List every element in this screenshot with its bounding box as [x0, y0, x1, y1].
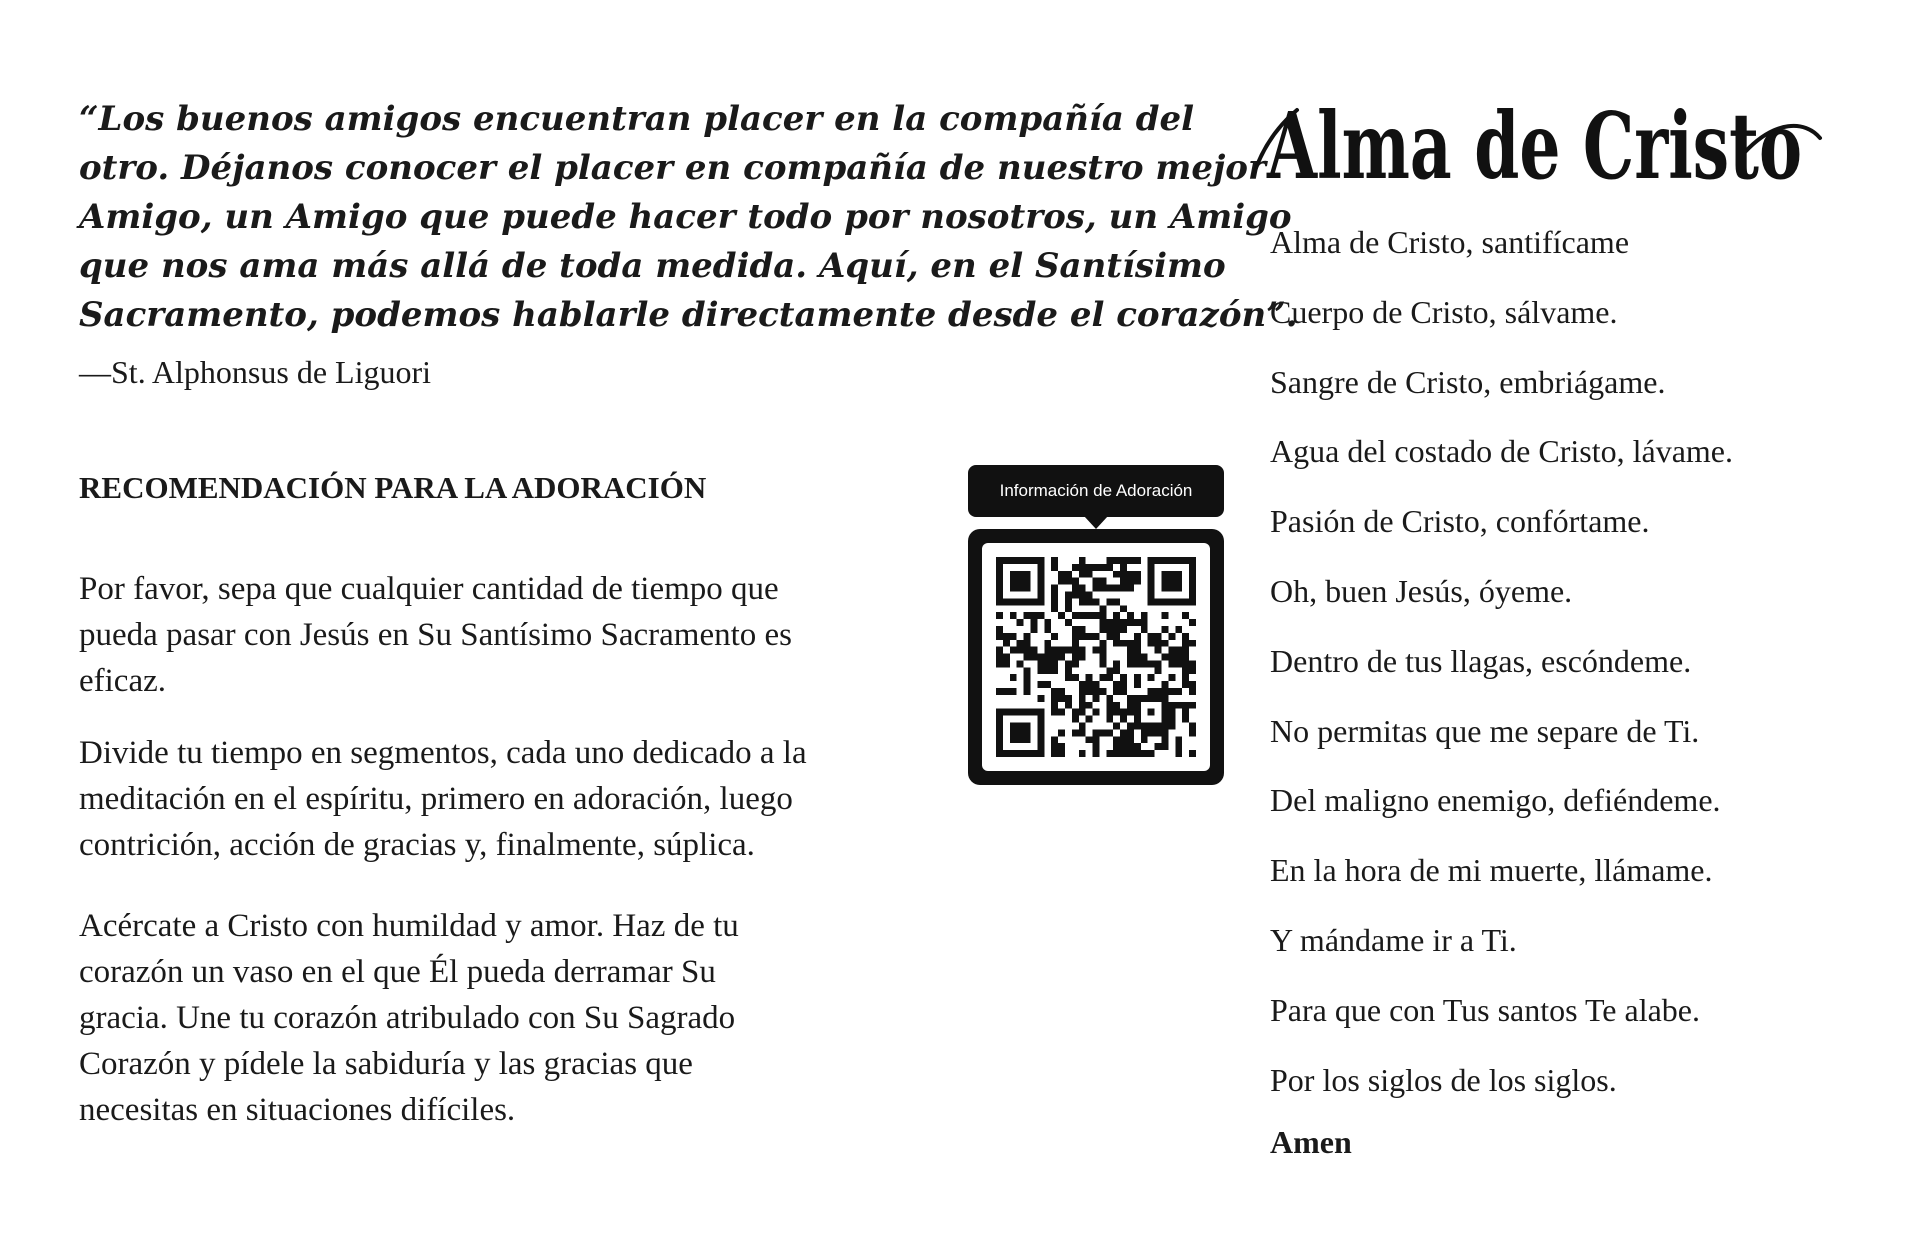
- paragraph-line: necesitas en situaciones difíciles.: [79, 1092, 516, 1128]
- quote-line: Sacramento, podemos hablarle directamente desde el corazón”.: [79, 295, 1298, 335]
- prayer-lines: [1270, 219, 1733, 1126]
- quote-line: que nos ama más allá de toda medida. Aquí, en el Santísimo: [79, 246, 1226, 286]
- prayer-line: Dentro de tus llagas, escóndeme.: [1270, 642, 1692, 679]
- qr-frame[interactable]: [968, 529, 1224, 785]
- qr-label-text: Información de Adoración: [999, 481, 1193, 500]
- prayer-line: Agua del costado de Cristo, lávame.: [1270, 433, 1733, 470]
- quote-line: Amigo, un Amigo que puede hacer todo por nosotros, un Amigo: [79, 197, 1292, 237]
- prayer-line: Del maligno enemigo, defiéndeme.: [1270, 782, 1721, 819]
- paragraph-line: Por favor, sepa que cualquier cantidad de tiempo que: [79, 571, 779, 607]
- paragraph-line: gracia. Une tu corazón atribulado con Su Sagrado: [79, 1000, 736, 1036]
- prayer-line: Alma de Cristo, santifícame: [1270, 224, 1630, 260]
- recommendation-heading: RECOMENDACIÓN PARA LA ADORACIÓN: [79, 470, 707, 505]
- paragraph-line: corazón un vaso en el que Él pueda derramar Su: [79, 954, 716, 990]
- paragraph-line: contrición, acción de gracias y, finalmente, súplica.: [79, 827, 755, 863]
- qr-code-icon: [996, 557, 1196, 757]
- paragraph-line: Acércate a Cristo con humildad y amor. Haz de tu: [79, 908, 739, 944]
- prayer-title-text: Alma de Cristo: [1266, 92, 1802, 200]
- qr-label: [968, 465, 1224, 517]
- prayer-line: Cuerpo de Cristo, sálvame.: [1270, 293, 1618, 330]
- qr-code-area: [982, 543, 1210, 771]
- quote-line: “Los buenos amigos encuentran placer en la compañía del: [79, 99, 1195, 139]
- paragraph-line: Divide tu tiempo en segmentos, cada uno dedicado a la: [79, 735, 807, 771]
- prayer-line: Oh, buen Jesús, óyeme.: [1270, 572, 1573, 609]
- recommendation-paragraph: [79, 730, 959, 868]
- quote: [79, 95, 1298, 340]
- quote-attribution: —St. Alphonsus de Liguori: [79, 354, 432, 390]
- recommendation-paragraph: [79, 903, 959, 1133]
- qr-block[interactable]: [968, 465, 1224, 785]
- recommendation-paragraph: [79, 566, 959, 704]
- prayer-title: [1245, 80, 1825, 200]
- paragraph-line: eficaz.: [79, 663, 166, 699]
- prayer-line: En la hora de mi muerte, llámame.: [1270, 852, 1713, 889]
- paragraph-line: meditación en el espíritu, primero en adoración, luego: [79, 781, 793, 817]
- prayer-closing: Amen: [1270, 1124, 1352, 1160]
- prayer-line: Y mándame ir a Ti.: [1270, 921, 1517, 958]
- prayer-line: No permitas que me separe de Ti.: [1270, 712, 1700, 749]
- prayer-line: Pasión de Cristo, confórtame.: [1270, 503, 1650, 540]
- prayer-title-graphic: [1245, 80, 1825, 200]
- prayer-line: Sangre de Cristo, embriágame.: [1270, 363, 1666, 400]
- prayer-line: Para que con Tus santos Te alabe.: [1270, 991, 1700, 1028]
- quote-line: otro. Déjanos conocer el placer en compañía de nuestro mejor: [79, 148, 1266, 188]
- paragraph-line: pueda pasar con Jesús en Su Santísimo Sacramento es: [79, 617, 793, 653]
- prayer-line: Por los siglos de los siglos.: [1270, 1061, 1617, 1098]
- paragraph-line: Corazón y pídele la sabiduría y las gracias que: [79, 1046, 693, 1082]
